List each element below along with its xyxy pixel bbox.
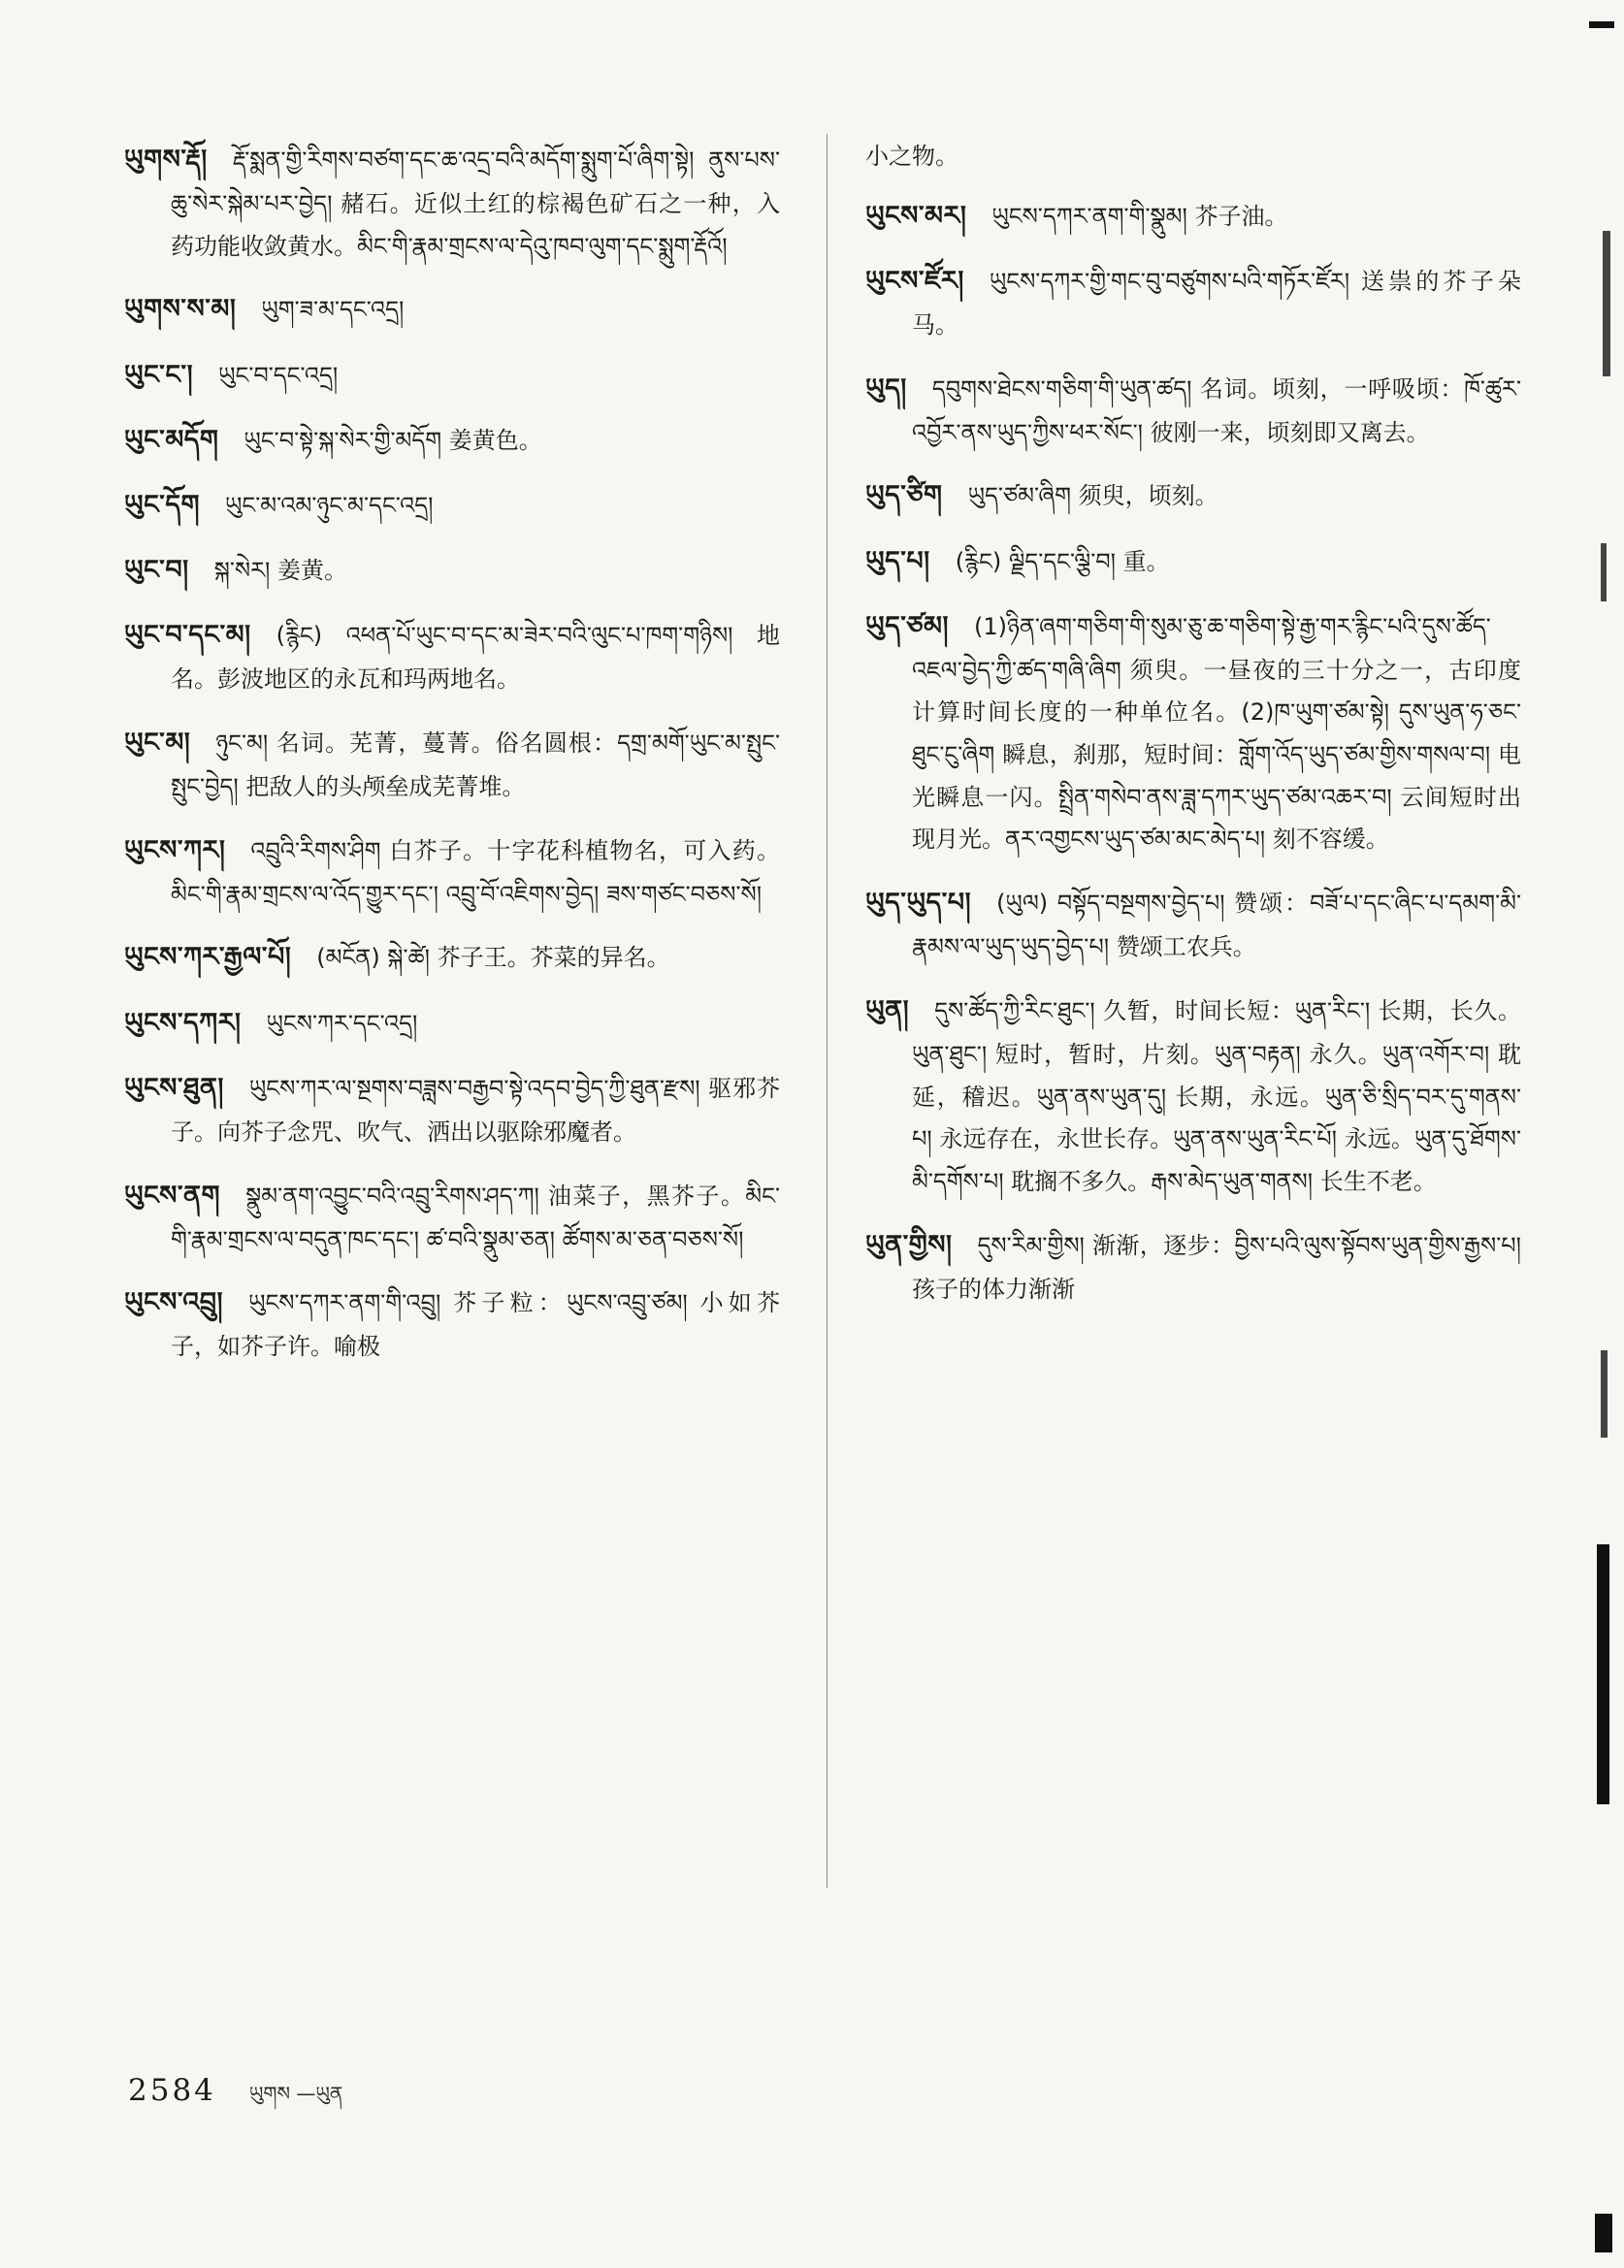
entry-headword: ཡུགས་རྡོ། bbox=[124, 145, 208, 175]
entry-headword: ཡུད་ཙིག bbox=[865, 480, 943, 511]
dictionary-entry bbox=[124, 826, 780, 917]
entry-headword: ཡུང་དོག bbox=[124, 489, 200, 520]
dictionary-entry bbox=[124, 1172, 780, 1262]
column-divider bbox=[827, 134, 828, 1888]
entry-headword: ཡུང་བ་དང་མ། bbox=[124, 620, 251, 651]
entry-body: ཉུང་མ། 名词。芜菁，蔓菁。俗名圆根：དགྲ་མགོ་ཡུང་མ་སྤུང་སྤུང་བྱེད། 把敌人的头颅垒成芜菁堆。 bbox=[171, 729, 780, 801]
dictionary-entry bbox=[865, 192, 1521, 240]
entry-body: ཡུང་བ་དང་འདྲ། bbox=[218, 361, 339, 389]
entry-headword: ཡུན་གྱིས། bbox=[865, 1229, 953, 1260]
dictionary-entry bbox=[865, 602, 1521, 861]
entry-body: (1)ཉིན་ཞག་གཅིག་གི་སུམ་ཅུ་ཆ་གཅིག་སྟེ་རྒྱ་གར་རྙིང་པའི་དུས་ཚོད་འཇལ་བྱེད་ཀྱི་ཚད་གཞི་ཞིག 须臾。一昼夜的三十分之一，古印度计算时间长度的一种单位名。(2)ཁ་ཡུག་ཙམ་སྟེ། དུས་ཡུན་ཧ་ཅང་ཐུང་ངུ་ཞིག 瞬息，刹那，短时间：གློག་འོད་ཡུད་ཙམ་གྱིས་གསལ་བ། 电光瞬息一闪。སྤྲིན་གསེབ་ནས་ཟླ་དཀར་ཡུད་ཙམ་འཆར་བ། 云间短时出现月光。ནར་འགྱངས་ཡུད་ཙམ་མང་མེད་པ། 刻不容缓。 bbox=[912, 612, 1521, 854]
entry-headword: ཡུངས་ཛོར། bbox=[865, 265, 964, 296]
right-column bbox=[865, 136, 1521, 1329]
scan-artifact bbox=[1597, 1544, 1609, 1804]
entry-body: དུས་རིམ་གྱིས། 渐渐，逐步：བྱིས་པའི་ལུས་སྟོབས་ཡུན་གྱིས་རྒྱས་པ། 孩子的体力渐渐 bbox=[912, 1231, 1521, 1303]
left-column bbox=[124, 136, 780, 1386]
entry-body: (རྙིང) འཕན་པོ་ཡུང་བ་དང་མ་ཟེར་བའི་ལུང་པ་ཁག་གཉིས། 地名。彭波地区的永瓦和玛两地名。 bbox=[171, 622, 780, 694]
dictionary-entry bbox=[124, 933, 780, 981]
page-number: 2584 bbox=[128, 2073, 216, 2108]
dictionary-entry bbox=[865, 471, 1521, 519]
entry-headword: ཡུགས་ས་མ། bbox=[124, 294, 237, 325]
scan-artifact bbox=[1601, 1350, 1608, 1438]
entry-headword: ཡུང་ང་། bbox=[124, 359, 194, 390]
entry-headword: ཡུངས་འབྲུ། bbox=[124, 1287, 224, 1318]
entry-body: ཡུད་ཙམ་ཞིག 须臾，顷刻。 bbox=[967, 482, 1218, 510]
dictionary-entry bbox=[865, 1221, 1521, 1312]
scan-artifact bbox=[1595, 2214, 1612, 2252]
dictionary-entry bbox=[124, 1064, 780, 1154]
entry-headword: ཡུད་ཙམ། bbox=[865, 610, 949, 641]
entry-headword: ཡུངས་མར། bbox=[865, 200, 967, 231]
page-footer bbox=[128, 2072, 342, 2126]
entry-headword: ཡུང་བ། bbox=[124, 554, 189, 585]
entry-headword: ཡུང་མདོག bbox=[124, 424, 219, 455]
entry-headword: ཡུན། bbox=[865, 994, 910, 1025]
footer-headword-range: ཡུགས —ཡུན bbox=[248, 2082, 343, 2105]
entry-body: ཡུངས་ཀར་ལ་སྔགས་བཟླས་བརྒྱབ་སྟེ་འདབ་བྱེད་ཀྱི་ཐུན་རྫས། 驱邪芥子。向芥子念咒、吹气、洒出以驱除邪魔者。 bbox=[171, 1074, 780, 1146]
entry-headword: ཡུད། bbox=[865, 373, 907, 404]
entry-headword: ཡུངས་དཀར། bbox=[124, 1007, 242, 1038]
entry-body: ཡུངས་ཀར་དང་འདྲ། bbox=[266, 1009, 418, 1037]
dictionary-entry bbox=[124, 351, 780, 399]
entry-body: དུས་ཚོད་ཀྱི་རིང་ཐུང་། 久暂，时间长短：ཡུན་རིང་། 长期，长久。ཡུན་ཐུང་། 短时，暂时，片刻。ཡུན་བརྟན། 永久。ཡུན་འགོར་བ། 耽延，稽迟。ཡུན་ནས་ཡུན་དུ། 长期，永远。ཡུན་ཅི་སྲིད་བར་དུ་གནས་པ། 永远存在，永世长存。ཡུན་ནས་ཡུན་རིང་པོ། 永远。ཡུན་དུ་ཐོགས་མི་དགོས་པ། 耽搁不多久。རྒས་མེད་ཡུན་གནས། 长生不老。 bbox=[912, 996, 1521, 1196]
entry-body: ཡུངས་དཀར་གྱི་གང་བུ་བཙུགས་པའི་གཏོར་ཛོར། 送祟的芥子朵马。 bbox=[912, 267, 1521, 339]
entry-body: (རྙིང) ལྗིད་དང་ལྕི་བ། 重。 bbox=[955, 547, 1170, 575]
entry-body: ཡུག་ཟ་མ་དང་འདྲ། bbox=[261, 296, 405, 324]
entry-headword: ཡུངས་ཀར་རྒྱལ་པོ། bbox=[124, 942, 292, 973]
entry-body: (ཡུལ) བསྟོད་བསྔགས་བྱེད་པ། 赞颂：བཟོ་པ་དང་ཞིང་པ་དམག་མི་རྣམས་ལ་ཡུད་ཡུད་བྱེད་པ། 赞颂工农兵。 bbox=[912, 890, 1521, 961]
entry-continuation: 小之物。 bbox=[865, 143, 958, 170]
entry-body: སྐ་སེར། 姜黄。 bbox=[213, 556, 347, 584]
dictionary-entry bbox=[124, 999, 780, 1047]
entry-body: སྣུམ་ནག་འབྱུང་བའི་འབྲུ་རིགས་ཤད་ཀ། 油菜子，黑芥子。མིང་གི་རྣམ་གྲངས་ལ་བདུན་ཁང་དང་། ཚ་བའི་སྣུམ་ཅན། ཚོགས་མ་ཅན་བཅས་སོ། bbox=[171, 1182, 780, 1253]
scan-artifact bbox=[1601, 543, 1607, 601]
entry-body: ཡུང་བ་སྟེ་སྐ་སེར་གྱི་མདོག 姜黄色。 bbox=[244, 426, 542, 454]
entry-body: འབྲུའི་རིགས་ཤིག 白芥子。十字花科植物名，可入药。མིང་གི་རྣམ་གྲངས་ལ་འོད་གྱུར་དང་། འབྲུ་བོ་འཇིགས་བྱེད། ཟས་གཙང་བཅས་སོ། bbox=[171, 836, 780, 908]
dictionary-entry bbox=[124, 1279, 780, 1369]
dictionary-entry bbox=[124, 546, 780, 594]
entry-headword: ཡུངས་ཐུན། bbox=[124, 1072, 224, 1103]
entry-headword: ཡུད་ཡུད་པ། bbox=[865, 888, 972, 919]
dictionary-entry bbox=[124, 416, 780, 464]
dictionary-entry bbox=[865, 879, 1521, 969]
entry-body: ཡུངས་དཀར་ནག་གི་འབྲུ། 芥子粒：ཡུངས་འབྲུ་ཙམ། 小如芥子，如芥子许。喻极 bbox=[171, 1289, 780, 1361]
scan-artifact bbox=[1589, 21, 1614, 28]
entry-body: ཡུང་མ་འམ་ཉུང་མ་དང་འདྲ། bbox=[224, 491, 434, 519]
entry-headword: ཡུངས་ནག bbox=[124, 1180, 221, 1211]
entry-body: དབུགས་ཐེངས་གཅིག་གི་ཡུན་ཚད། 名词。顷刻，一呼吸顷：ཁོ་ཚུར་འབྱོར་ནས་ཡུད་ཀྱིས་ཕར་སོང་། 彼刚一来，顷刻即又离去。 bbox=[912, 374, 1521, 446]
entry-body: (མངོན) སྐེ་ཚེ། 芥子王。芥菜的异名。 bbox=[316, 944, 670, 972]
dictionary-entry bbox=[865, 257, 1521, 347]
dictionary-entry bbox=[865, 987, 1521, 1204]
dictionary-entry bbox=[865, 537, 1521, 585]
entry-headword: ཡུང་མ། bbox=[124, 727, 191, 758]
dictionary-entry bbox=[124, 481, 780, 529]
entry-body: ཡུངས་དཀར་ནག་གི་སྣུམ། 芥子油。 bbox=[991, 202, 1288, 230]
dictionary-entry bbox=[124, 719, 780, 809]
dictionary-entry bbox=[124, 285, 780, 333]
dictionary-entry bbox=[124, 136, 780, 268]
entry-headword: ཡུངས་ཀར། bbox=[124, 834, 226, 865]
dictionary-entry bbox=[124, 611, 780, 701]
scan-artifact bbox=[1603, 231, 1610, 376]
entry-headword: ཡུད་པ། bbox=[865, 545, 930, 576]
entry-body: རྡོ་སྨན་གྱི་རིགས་བཙག་དང་ཆ་འདྲ་བའི་མདོག་སྨུག་པོ་ཞིག་སྟེ། ནུས་པས་ཆུ་སེར་སྐེམ་པར་བྱེད། 赭石。近似土红的棕褐色矿石之一种，入药功能收敛黄水。མིང་གི་རྣམ་གྲངས་ལ་དེའུ་ཁབ་ལུག་དང་སྨུག་རྡོའོ། bbox=[171, 146, 780, 260]
dictionary-entry bbox=[865, 365, 1521, 455]
